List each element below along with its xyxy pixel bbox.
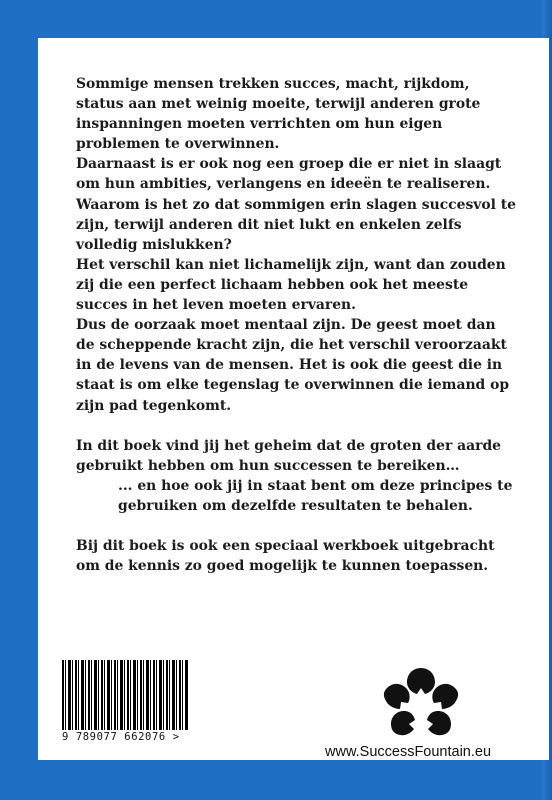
blurb-text	[76, 74, 516, 576]
blurb-paragraph-8: Bij dit boek is ook een speciaal werkboek uitgebracht om de kennis zo goed mogelijk te kunnen toepassen.	[76, 537, 495, 575]
blurb-paragraph-5: Dus de oorzaak moet mentaal zijn. De geest moet dan de scheppende kracht zijn, die het verschil veroorzaakt in de levens van de mensen. Het is ook die geest die in staat is om elke tegenslag te overwinnen die iemand op zijn pad tegenkomt.	[76, 317, 510, 414]
isbn-barcode	[62, 660, 188, 742]
back-cover	[38, 38, 549, 760]
blurb-paragraph-6: In dit boek vind jij het geheim dat de groten der aarde gebruikt hebben om hun successen te bereiken…	[76, 437, 502, 474]
barcode-digits: 9 789077 662076 >	[62, 731, 180, 743]
publisher-website: www.SuccessFountain.eu	[325, 744, 492, 760]
vertical-edge-mark	[522, 678, 536, 748]
flower-knot-icon	[381, 666, 461, 738]
blurb-paragraph-3: Waarom is het zo dat sommigen erin slagen succesvol te zijn, terwijl anderen dit niet lukt en enkelen zelfs volledig mislukken?	[76, 196, 516, 253]
barcode-bars	[62, 660, 188, 730]
blurb-paragraph-4: Het verschil kan niet lichamelijk zijn, want dan zouden zij die een perfect lichaam hebben ook het meeste succes in het leven moeten ervaren.	[76, 256, 506, 314]
blurb-paragraph-7: ... en hoe ook jij in staat bent om deze principes te gebruiken om dezelfde resultaten te behalen.	[118, 477, 513, 514]
blurb-paragraph-1: Sommige mensen trekken succes, macht, rijkdom, status aan met weinig moeite, terwijl anderen grote inspanningen moeten verrichten om hun eigen problemen te overwinnen.	[76, 76, 481, 153]
blurb-paragraph-2: Daarnaast is er ook nog een groep die er niet in slaagt om hun ambities, verlangens en ideeën te realiseren.	[76, 156, 502, 193]
